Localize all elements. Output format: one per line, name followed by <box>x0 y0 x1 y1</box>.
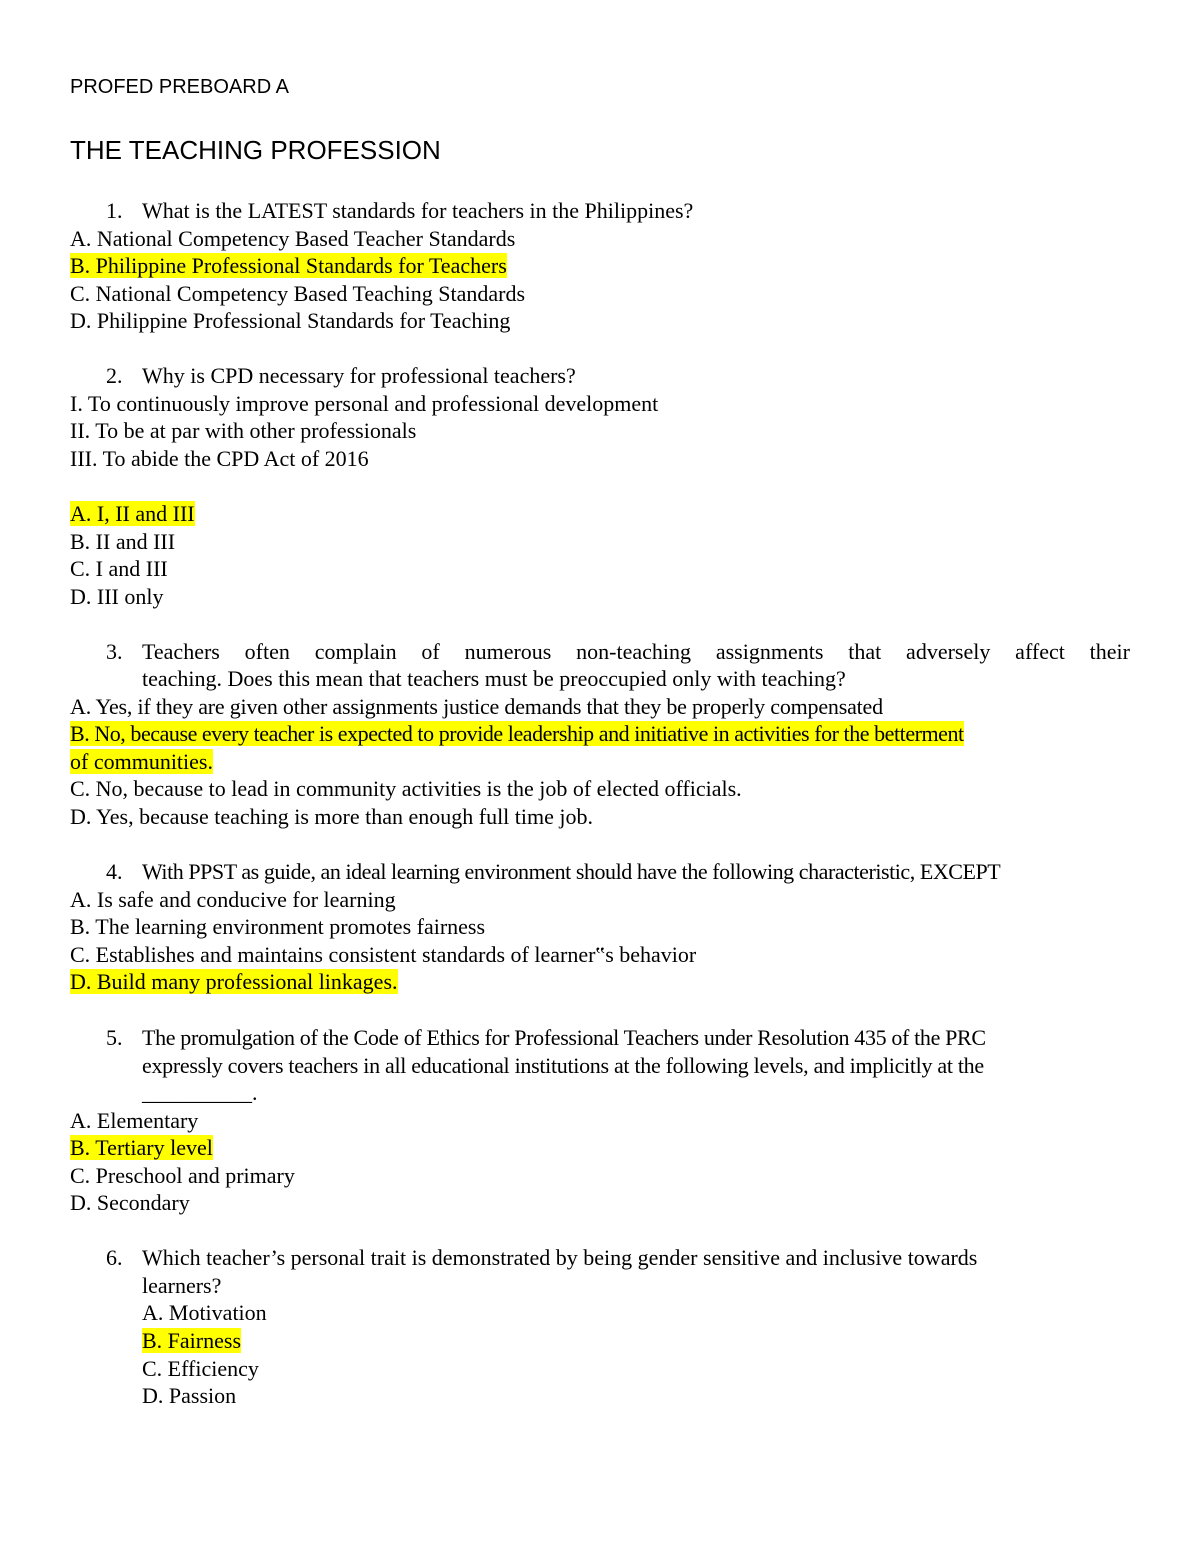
option-text: A. Yes, if they are given other assignments justice demands that they be properly compensated <box>70 694 883 719</box>
question-number: 3. <box>106 639 123 664</box>
question-text: What is the LATEST standards for teachers in the Philippines? <box>142 198 694 223</box>
option-text-highlighted: B. Tertiary level <box>70 1135 213 1160</box>
option-text-highlighted: A. I, II and III <box>70 501 195 526</box>
option-correct <box>70 720 964 747</box>
statement: II. To be at par with other professionals <box>70 418 417 443</box>
option-text: C. No, because to lead in community activities is the job of elected officials. <box>70 776 742 801</box>
option-text-highlighted: D. Build many professional linkages. <box>70 969 398 994</box>
option <box>70 528 175 555</box>
option-text: D. Passion <box>142 1383 237 1408</box>
question-number: 4. <box>106 859 123 884</box>
option-correct <box>70 500 195 527</box>
option-text: A. Elementary <box>70 1108 199 1133</box>
option-text-highlighted: B. Fairness <box>142 1328 241 1353</box>
option <box>70 555 168 582</box>
question-text: teaching. Does this mean that teachers must be preoccupied only with teaching? <box>142 666 846 691</box>
option-text: D. Philippine Professional Standards for Teaching <box>70 308 511 333</box>
option <box>70 1107 198 1134</box>
option <box>70 307 510 334</box>
option-text: D. Secondary <box>70 1190 190 1215</box>
option <box>70 280 525 307</box>
option-text: C. Preschool and primary <box>70 1163 295 1188</box>
option <box>70 693 883 720</box>
question-number: 2. <box>106 363 123 388</box>
option-text: C. Efficiency <box>142 1356 259 1381</box>
option-correct <box>142 1327 241 1354</box>
option-text: B. The learning environment promotes fairness <box>70 914 486 939</box>
option <box>70 803 593 830</box>
statement: III. To abide the CPD Act of 2016 <box>70 446 369 471</box>
option-text-highlighted: B. No, because every teacher is expected to provide leadership and initiative in activities for the betterment <box>70 721 964 746</box>
option <box>142 1299 267 1326</box>
option-correct <box>70 252 507 279</box>
option-text: D. Yes, because teaching is more than enough full time job. <box>70 804 594 829</box>
option-text: B. II and III <box>70 529 176 554</box>
option-text: D. III only <box>70 584 164 609</box>
option-text-highlighted: of communities. <box>70 749 213 774</box>
preboard-label: PROFED PREBOARD A <box>70 76 289 98</box>
option-text: C. National Competency Based Teaching Standards <box>70 281 526 306</box>
question-blank: __________. <box>142 1080 258 1105</box>
option <box>70 225 515 252</box>
option <box>70 1162 295 1189</box>
option <box>70 886 396 913</box>
option <box>70 775 742 802</box>
option-text-highlighted: B. Philippine Professional Standards for Teachers <box>70 253 507 278</box>
option <box>142 1355 259 1382</box>
option <box>70 941 696 968</box>
option-text: A. Is safe and conducive for learning <box>70 887 396 912</box>
option-correct <box>70 1134 213 1161</box>
question-number: 6. <box>106 1245 123 1270</box>
option-continuation <box>70 748 213 775</box>
statement: I. To continuously improve personal and professional development <box>70 391 659 416</box>
option <box>70 583 163 610</box>
option <box>70 913 485 940</box>
option-text: C. I and III <box>70 556 168 581</box>
question-text: expressly covers teachers in all educational institutions at the following levels, and implicitly at the <box>142 1053 984 1078</box>
question-text: The promulgation of the Code of Ethics for Professional Teachers under Resolution 435 of the PRC <box>142 1025 986 1050</box>
section-title: THE TEACHING PROFESSION <box>70 135 441 165</box>
option <box>142 1382 236 1409</box>
question-text: With PPST as guide, an ideal learning environment should have the following characteristic, EXCEPT <box>142 859 1001 884</box>
question-text: Which teacher’s personal trait is demonstrated by being gender sensitive and inclusive towards <box>142 1245 978 1270</box>
option <box>70 1189 190 1216</box>
question-number: 1. <box>106 198 123 223</box>
option-text: A. National Competency Based Teacher Standards <box>70 226 516 251</box>
question-text: Why is CPD necessary for professional teachers? <box>142 363 576 388</box>
question-text: learners? <box>142 1273 222 1298</box>
option-text: C. Establishes and maintains consistent standards of learner‟s behavior <box>70 942 697 967</box>
option-text: A. Motivation <box>142 1300 267 1325</box>
question-number: 5. <box>106 1025 123 1050</box>
option-correct <box>70 968 398 995</box>
question-text: Teachers often complain of numerous non-teaching assignments that adversely affect their <box>142 639 1130 664</box>
